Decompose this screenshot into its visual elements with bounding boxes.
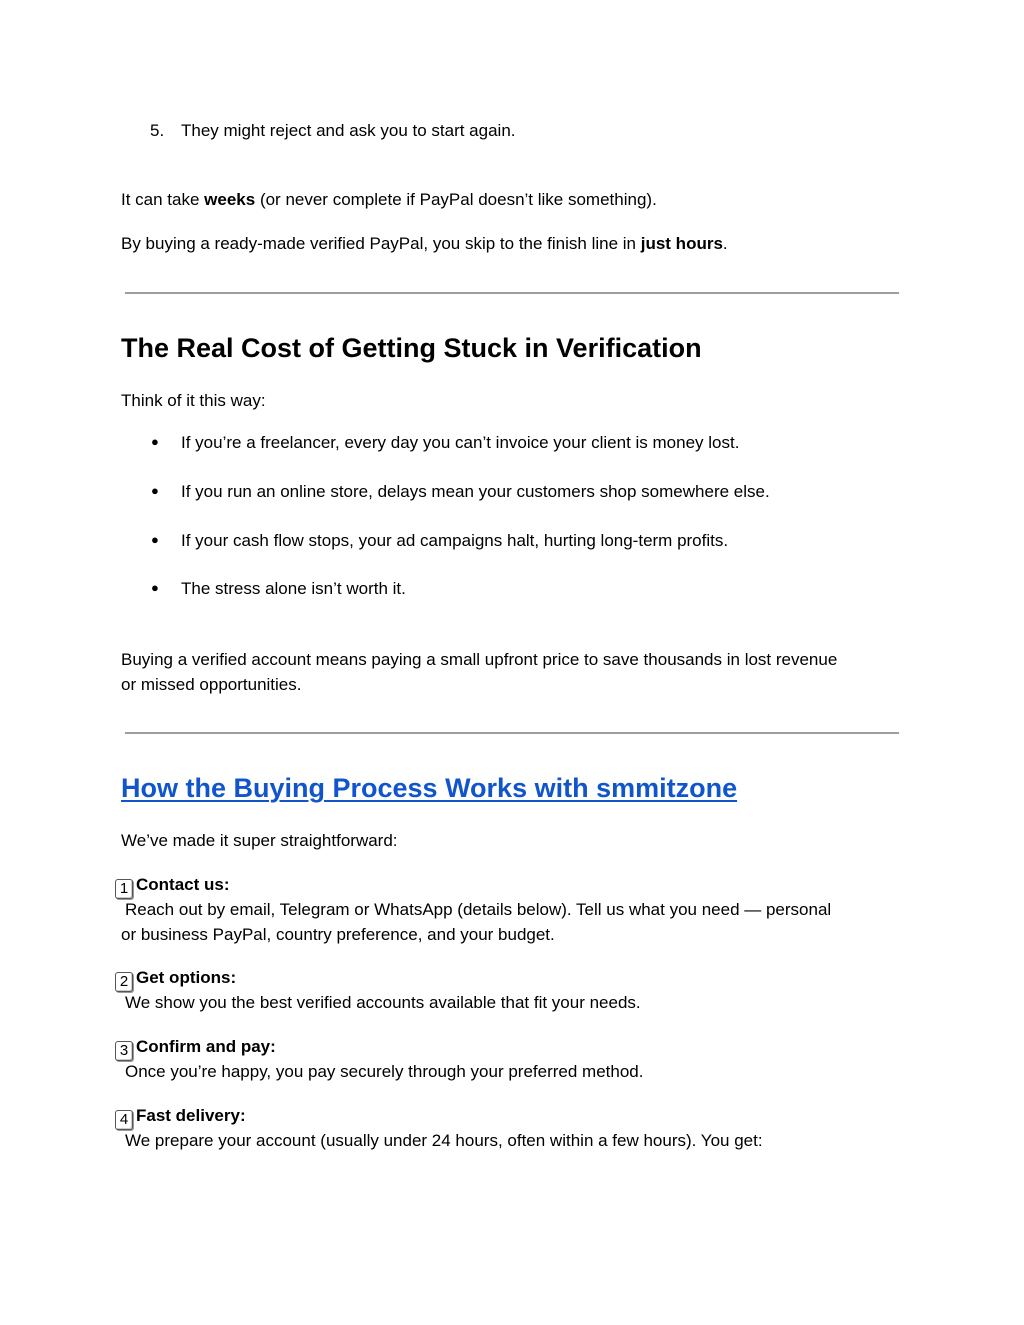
horizontal-divider	[125, 292, 899, 294]
section-heading: The Real Cost of Getting Stuck in Verification	[121, 333, 702, 363]
paragraph-text: .	[722, 234, 728, 253]
bullet-text: The stress alone isn’t worth it.	[181, 579, 406, 598]
keycap-one-icon: 1	[115, 879, 133, 899]
paragraph-weeks	[121, 187, 657, 212]
paragraph-line: Buying a verified account means paying a small upfront price to save thousands in lost revenue	[121, 650, 838, 669]
step-body-line: We prepare your account (usually under 24 hours, often within a few hours). You get:	[125, 1131, 763, 1150]
section-intro: Think of it this way:	[121, 391, 266, 410]
bullet-dot-icon: ●	[151, 434, 159, 449]
step-heading	[115, 968, 236, 992]
section-heading-link[interactable]: How the Buying Process Works with smmitzone	[121, 773, 738, 803]
closing-paragraph	[121, 647, 837, 697]
list-number: 5.	[150, 121, 165, 140]
step-body-line: Reach out by email, Telegram or WhatsApp (details below). Tell us what you need — personal	[125, 900, 832, 919]
step-body	[121, 897, 831, 947]
bullet-item	[151, 433, 739, 453]
keycap-two-icon: 2	[115, 972, 133, 992]
bullet-item	[151, 482, 770, 502]
step-body-line: or business PayPal, country preference, and your budget.	[121, 925, 555, 944]
bullet-dot-icon: ●	[151, 532, 159, 547]
paragraph-just-hours	[121, 231, 728, 256]
step-title: Confirm and pay:	[136, 1037, 276, 1056]
paragraph-text: (or never complete if PayPal doesn’t like something).	[255, 190, 657, 209]
step-heading	[115, 1037, 276, 1061]
step-heading	[115, 1106, 246, 1130]
list-item-text: They might reject and ask you to start again.	[181, 121, 516, 140]
numbered-list-item	[150, 121, 516, 141]
bullet-item	[151, 531, 728, 551]
bullet-item	[151, 579, 406, 599]
keycap-three-icon: 3	[115, 1041, 133, 1061]
bullet-dot-icon: ●	[151, 580, 159, 595]
emphasis-text: weeks	[204, 190, 256, 209]
step-body-line: We show you the best verified accounts available that fit your needs.	[125, 993, 641, 1012]
step-title: Get options:	[136, 968, 237, 987]
bullet-text: If you’re a freelancer, every day you can’t invoice your client is money lost.	[181, 433, 740, 452]
bullet-dot-icon: ●	[151, 483, 159, 498]
paragraph-text: By buying a ready-made verified PayPal, you skip to the finish line in	[121, 234, 641, 253]
step-title: Fast delivery:	[136, 1106, 246, 1125]
emphasis-text: just hours	[640, 234, 723, 253]
bullet-text: If your cash flow stops, your ad campaigns halt, hurting long-term profits.	[181, 531, 729, 550]
keycap-four-icon: 4	[115, 1110, 133, 1130]
horizontal-divider	[125, 732, 899, 734]
paragraph-line: or missed opportunities.	[121, 675, 302, 694]
step-title: Contact us:	[136, 875, 230, 894]
step-body-line: Once you’re happy, you pay securely through your preferred method.	[125, 1062, 644, 1081]
bullet-text: If you run an online store, delays mean your customers shop somewhere else.	[181, 482, 770, 501]
paragraph-text: It can take	[121, 190, 205, 209]
step-heading	[115, 875, 230, 899]
section-intro: We’ve made it super straightforward:	[121, 831, 398, 850]
